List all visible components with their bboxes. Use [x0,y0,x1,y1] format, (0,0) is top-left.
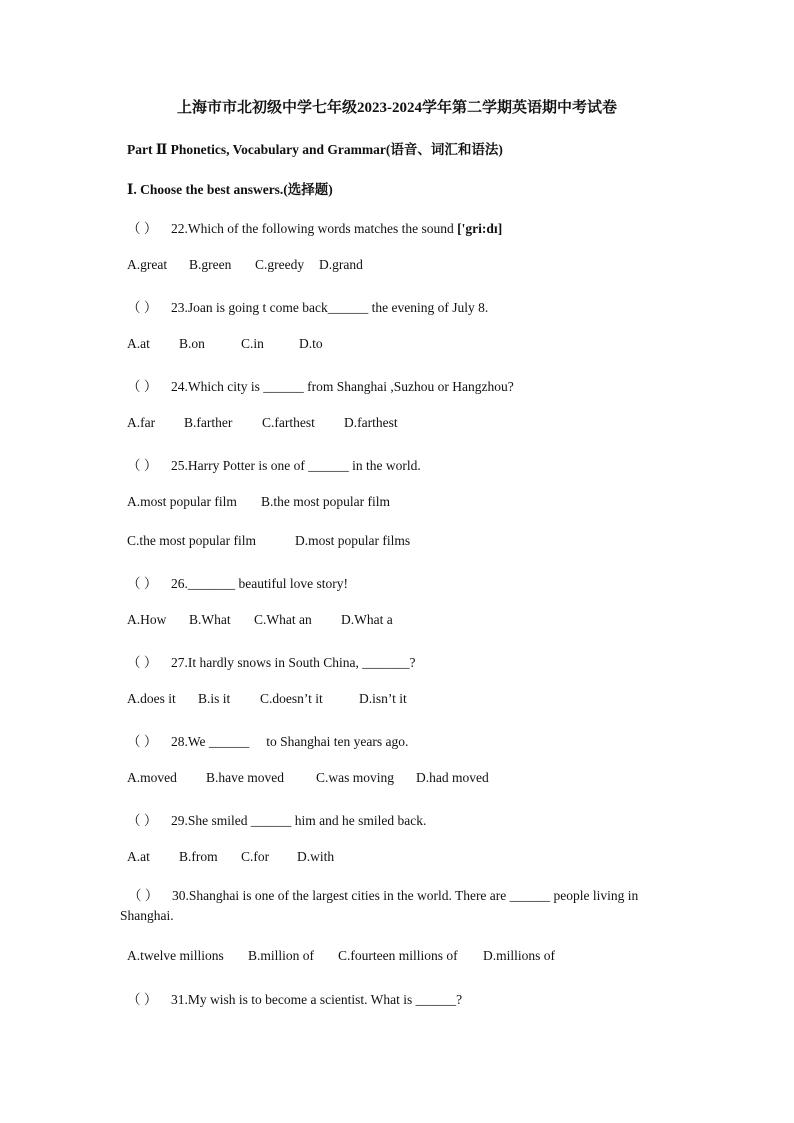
option-b: B.farther [184,415,233,430]
question-text: 27.It hardly snows in South China, _______? [171,655,416,670]
option-d: D.grand [319,257,363,272]
option-c: C.fourteen millions of [338,948,458,963]
question-23 [127,296,488,316]
option-d: D.millions of [483,948,556,963]
question-text: 25.Harry Potter is one of ______ in the world. [171,458,421,473]
option-d: D.What a [341,612,393,627]
option-a: A.How [127,612,167,627]
option-b: B.green [189,257,232,272]
option-c: C.in [241,336,264,351]
option-b: B.What [189,612,231,627]
question-31 [127,988,462,1008]
question-25 [127,454,421,474]
answer-blank[interactable]: （ ） [127,655,158,670]
option-c: C.for [241,849,270,864]
option-c: C.was moving [316,770,395,785]
answer-blank[interactable]: （ ） [127,300,158,315]
question-27 [127,651,416,671]
option-b: B.is it [198,691,231,706]
option-b: B.from [179,849,218,864]
option-b: B.have moved [206,770,284,785]
options-30 [127,948,555,964]
option-d: D.isn’t it [359,691,407,706]
options-24 [127,415,398,431]
question-text: 26._______ beautiful love story! [171,576,348,591]
options-23 [127,336,323,352]
question-22 [127,217,502,237]
option-a: A.at [127,336,150,351]
answer-blank[interactable]: （ ） [127,734,158,749]
question-text: 30.Shanghai is one of the largest cities in the world. There are ______ people living in Shanghai. [120,888,639,923]
answer-blank[interactable]: （ ） [127,992,158,1007]
question-30 [120,886,660,926]
option-c: C.doesn’t it [260,691,323,706]
question-26 [127,572,348,592]
answer-blank[interactable]: （ ） [127,813,158,828]
options-28 [127,770,489,786]
page-title: 上海市市北初级中学七年级2023-2024学年第二学期英语期中考试卷 [177,100,617,116]
options-22 [127,257,363,273]
question-text: 28.We ______ to Shanghai ten years ago. [171,734,409,749]
option-a: A.does it [127,691,176,706]
option-c: C.farthest [262,415,315,430]
options-26 [127,612,393,628]
option-c: C.What an [254,612,312,627]
option-d: D.to [299,336,323,351]
options-25-row1 [127,494,390,510]
question-text: 23.Joan is going t come back______ the evening of July 8. [171,300,489,315]
answer-blank[interactable]: （ ） [127,576,158,591]
option-a: A.far [127,415,156,430]
option-c: C.greedy [255,257,305,272]
options-29 [127,849,334,865]
option-b: B.million of [248,948,315,963]
option-a: A.moved [127,770,177,785]
question-text: 29.She smiled ______ him and he smiled back. [171,813,427,828]
question-29 [127,809,426,829]
answer-blank[interactable]: （ ） [127,458,158,473]
phonetic-symbol: ['gri:dɪ] [457,221,503,236]
option-c: C.the most popular film [127,533,256,548]
question-text: 24.Which city is ______ from Shanghai ,Suzhou or Hangzhou? [171,379,514,394]
option-a: A.most popular film [127,494,237,509]
question-text: 31.My wish is to become a scientist. What is ______? [171,992,463,1007]
option-d: D.with [297,849,335,864]
option-b: B.the most popular film [261,494,390,509]
options-27 [127,691,407,707]
option-a: A.twelve millions [127,948,224,963]
answer-blank[interactable]: （ ） [127,379,158,394]
option-b: B.on [179,336,205,351]
option-d: D.most popular films [295,533,411,548]
part-heading: Part Ⅱ Phonetics, Vocabulary and Grammar(语音、词汇和语法) [127,142,503,157]
options-25-row2 [127,533,410,549]
option-a: A.great [127,257,168,272]
question-text: 22.Which of the following words matches the sound [171,221,458,236]
question-24 [127,375,514,395]
answer-blank[interactable]: （ ） [127,221,158,236]
question-28 [127,730,408,750]
section-heading: Ⅰ. Choose the best answers.(选择题) [127,182,333,197]
answer-blank[interactable]: （ ） [128,888,159,903]
option-d: D.farthest [344,415,398,430]
option-a: A.at [127,849,150,864]
option-d: D.had moved [416,770,489,785]
